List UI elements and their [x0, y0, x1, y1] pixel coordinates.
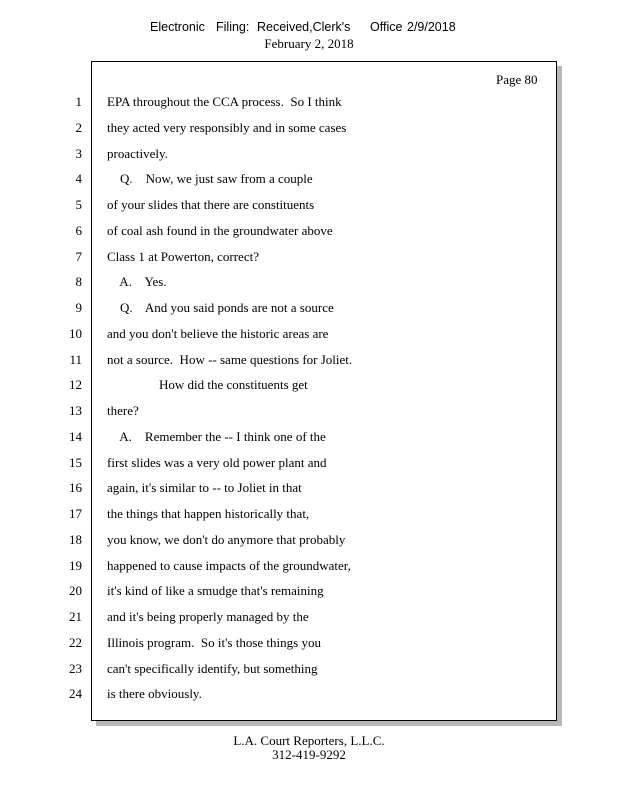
transcript-line: Q. Now, we just saw from a couple [107, 171, 313, 186]
line-number: 19 [69, 558, 82, 573]
transcript-line: the things that happen historically that, [107, 506, 310, 521]
line-number: 2 [75, 120, 82, 135]
line-number: 7 [75, 249, 82, 264]
line-number: 11 [69, 352, 82, 367]
line-number: 6 [75, 223, 82, 238]
transcript-line: and it's being properly managed by the [107, 609, 309, 624]
filing-stamp-word: Electronic [150, 20, 205, 34]
page-number: Page 80 [496, 72, 538, 87]
transcript-line: Illinois program. So it's those things you [107, 635, 321, 650]
reporter-phone: 312-419-9292 [272, 747, 346, 762]
transcript-line: and you don't believe the historic areas are [107, 326, 329, 341]
line-number: 3 [75, 146, 82, 161]
line-number: 16 [69, 480, 82, 495]
line-number: 22 [69, 635, 82, 650]
transcript-line: How did the constituents get [107, 377, 308, 392]
transcript-line: can't specifically identify, but something [107, 661, 318, 676]
filing-stamp [150, 20, 470, 36]
line-number: 18 [69, 532, 82, 547]
line-number: 17 [69, 506, 82, 521]
filing-stamp-word: Office [370, 20, 403, 34]
transcript-line: A. Remember the -- I think one of the [107, 429, 326, 444]
transcript-line: A. Yes. [107, 274, 167, 289]
line-number: 4 [75, 171, 82, 186]
transcript-line: it's kind of like a smudge that's remaining [107, 583, 324, 598]
transcript-line: of coal ash found in the groundwater above [107, 223, 333, 238]
filing-stamp-word: Filing: [216, 20, 250, 34]
transcript-line: they acted very responsibly and in some cases [107, 120, 347, 135]
reporter-company: L.A. Court Reporters, L.L.C. [233, 733, 385, 748]
line-number: 24 [69, 686, 82, 701]
line-number: 21 [69, 609, 82, 624]
line-number: 8 [75, 274, 82, 289]
transcript-line: first slides was a very old power plant and [107, 455, 327, 470]
line-number: 12 [69, 377, 82, 392]
transcript-line: is there obviously. [107, 686, 202, 701]
filing-date: February 2, 2018 [264, 36, 354, 51]
transcript-line: Class 1 at Powerton, correct? [107, 249, 259, 264]
line-number: 20 [69, 583, 82, 598]
transcript-line: proactively. [107, 146, 168, 161]
line-number: 1 [75, 94, 82, 109]
line-number: 23 [69, 661, 82, 676]
filing-stamp-word: Received,Clerk's [257, 20, 351, 34]
line-number: 14 [69, 429, 82, 444]
line-number: 10 [69, 326, 82, 341]
transcript-line: not a source. How -- same questions for Joliet. [107, 352, 353, 367]
transcript-line: Q. And you said ponds are not a source [107, 300, 334, 315]
line-number: 5 [75, 197, 82, 212]
transcript-line: happened to cause impacts of the groundwater, [107, 558, 351, 573]
transcript-line: you know, we don't do anymore that probably [107, 532, 346, 547]
transcript-line: again, it's similar to -- to Joliet in that [107, 480, 302, 495]
transcript-line: of your slides that there are constituents [107, 197, 315, 212]
line-number: 9 [75, 300, 82, 315]
transcript-line: EPA throughout the CCA process. So I think [107, 94, 342, 109]
line-number: 13 [69, 403, 82, 418]
line-number: 15 [69, 455, 82, 470]
transcript-line: there? [107, 403, 139, 418]
filing-stamp-word: 2/9/2018 [407, 20, 456, 34]
